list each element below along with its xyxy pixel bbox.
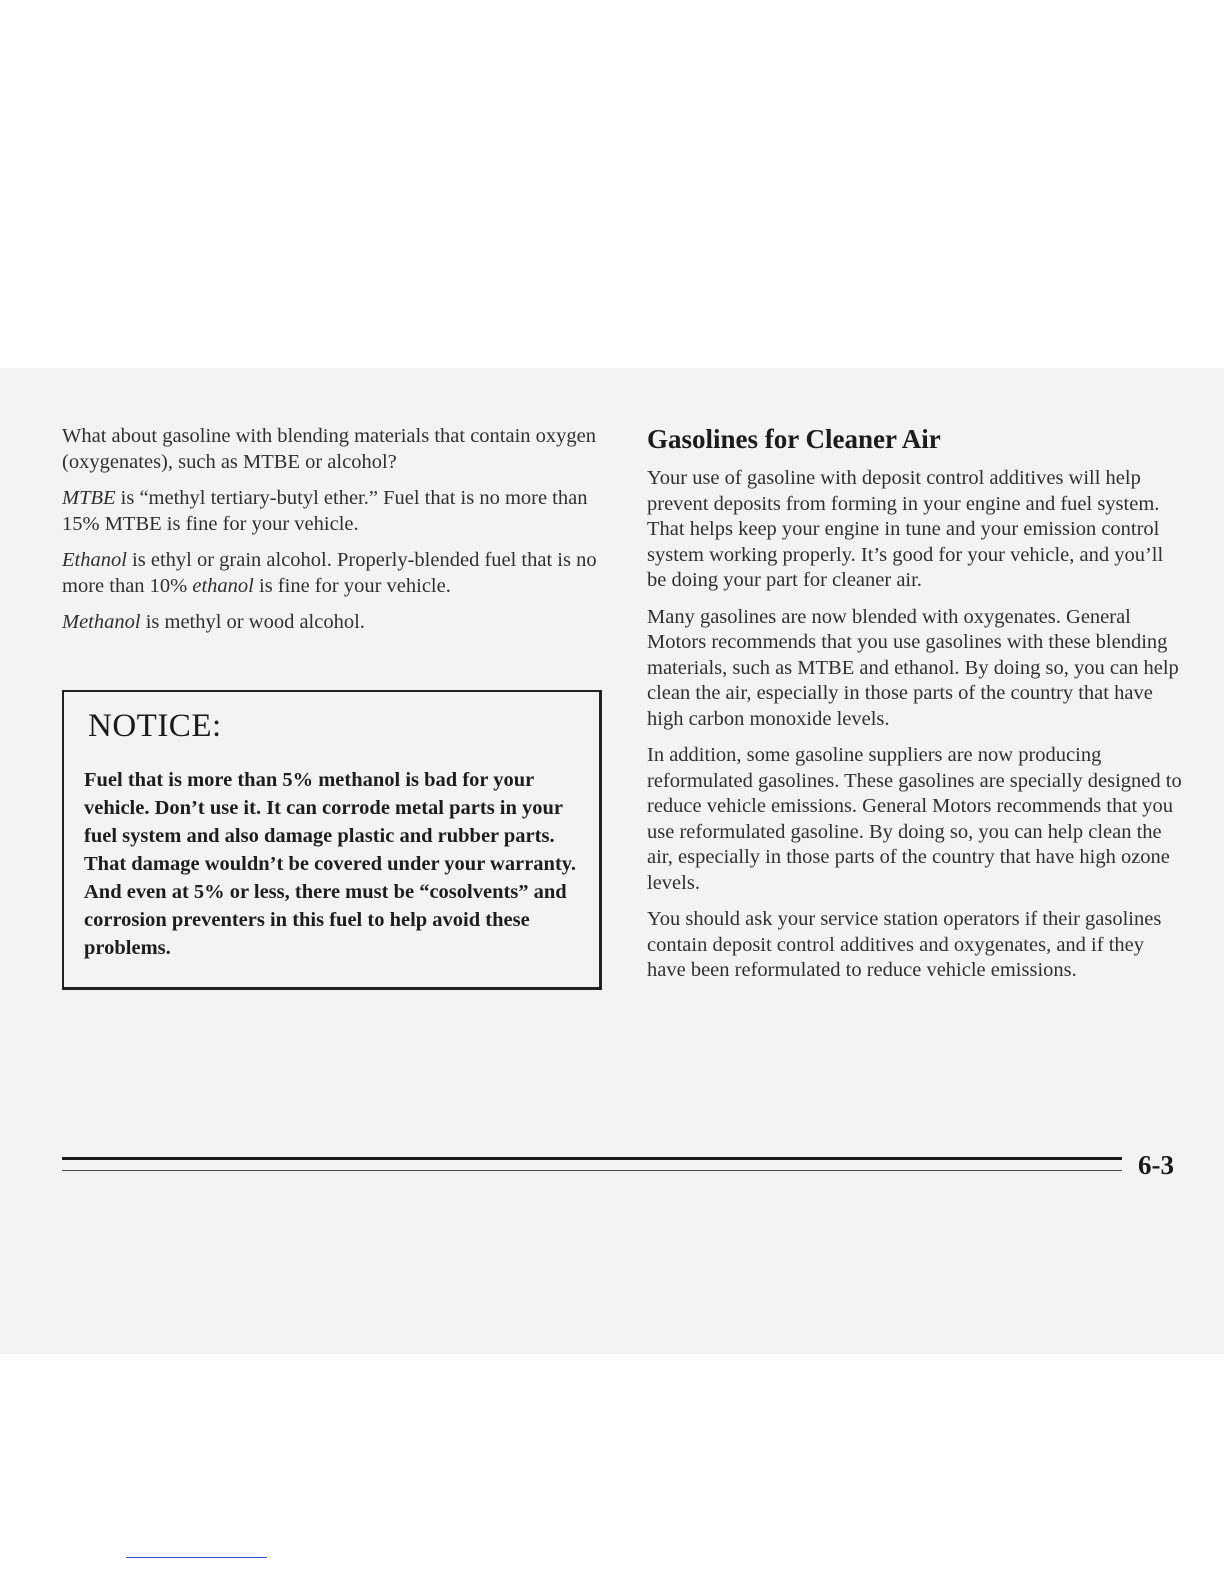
footer-rule (62, 1157, 1122, 1160)
oxygenates-paragraph: Many gasolines are now blended with oxygenates. General Motors recommends that you use gasolines with these blending materials, such as MTBE and ethanol. By doing so, you can help clean the air, especially in those parts of the country that have high carbon monoxide levels. (647, 605, 1179, 730)
notice-title: NOTICE: (88, 708, 222, 744)
left-column (62, 424, 607, 647)
mtbe-paragraph (62, 486, 607, 537)
mtbe-text: is “methyl tertiary-butyl ether.” Fuel that is no more than 15% MTBE is fine for your vehicle. (62, 487, 588, 535)
ethanol-text-b: is fine for your vehicle. (253, 574, 451, 597)
bottom-divider (126, 1557, 267, 1558)
ask-operators-paragraph: You should ask your service station operators if their gasolines contain deposit control additives and oxygenates, and if they have been reformulated to reduce vehicle emissions. (647, 908, 1162, 981)
methanol-text: is methyl or wood alcohol. (140, 611, 365, 633)
methanol-paragraph (62, 610, 607, 636)
footer-rule-thin (62, 1170, 1122, 1171)
notice-box (62, 690, 602, 990)
ethanol-paragraph (62, 548, 607, 599)
mtbe-term: MTBE (62, 487, 116, 509)
reformulated-paragraph: In addition, some gasoline suppliers are now producing reformulated gasolines. These gasolines are specially designed to reduce vehicle emissions. General Motors recommends that you use reformulated gasoline. By doing so, you can help clean the air, especially in those parts of the country that have high ozone levels. (647, 744, 1182, 894)
deposit-paragraph: Your use of gasoline with deposit control additives will help prevent deposits from forming in your engine and fuel system. That helps keep your engine in tune and your emission control system working properly. It’s good for your vehicle, and you’ll be doing your part for cleaner air. (647, 467, 1164, 591)
ethanol-text-a: is ethyl or grain alcohol. Properly-blended fuel that is no more than 10% (62, 549, 597, 597)
right-column (647, 424, 1182, 995)
notice-body: Fuel that is more than 5% methanol is bad for your vehicle. Don’t use it. It can corrode metal parts in your fuel system and also damage plastic and rubber parts. That damage wouldn’t be covered under your warranty. And even at 5% or less, there must be “cosolvents” and corrosion preventers in this fuel to help avoid these problems. (84, 769, 577, 959)
section-heading: Gasolines for Cleaner Air (647, 424, 941, 454)
page-number: 6-3 (1138, 1150, 1174, 1180)
methanol-term: Methanol (62, 611, 141, 633)
intro-paragraph: What about gasoline with blending materials that contain oxygen (oxygenates), such as MTBE or alcohol? (62, 425, 597, 473)
ethanol-term-inline: ethanol (192, 574, 254, 597)
ethanol-term: Ethanol (62, 549, 127, 571)
